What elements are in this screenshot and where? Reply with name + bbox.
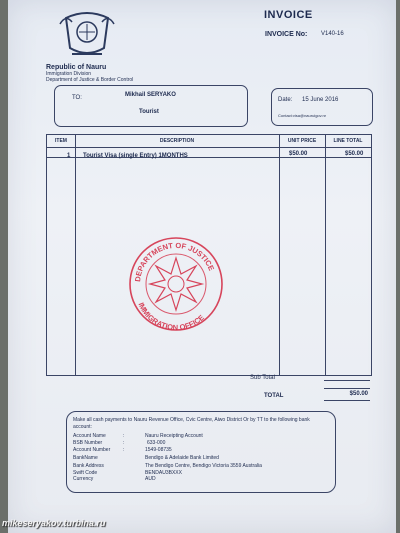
organization-block	[46, 64, 133, 83]
row-description: Tourist Visa (single Entry) 1MONTHS	[83, 153, 188, 159]
recipient-name: Mikhail SERYAKO	[125, 92, 176, 98]
immigration-stamp	[126, 232, 226, 336]
payment-label: Bank Address	[73, 463, 104, 469]
payment-value: Bendigo & Adelaide Bank Limited	[145, 455, 219, 461]
column-header-item: ITEM	[47, 135, 75, 148]
watermark: mikeseryakov.turbina.ru	[2, 518, 106, 528]
column-divider	[75, 135, 76, 375]
invoice-paper	[8, 0, 396, 533]
payment-label: Swift Code	[73, 470, 98, 476]
svg-text:DEPARTMENT OF JUSTICE: DEPARTMENT OF JUSTICE	[133, 240, 217, 283]
svg-text:IMMIGRATION OFFICE: IMMIGRATION OFFICE	[136, 301, 206, 333]
payment-value: 633-000	[147, 440, 166, 446]
invoice-title: INVOICE	[264, 9, 313, 21]
column-header-description: DESCRIPTION	[75, 135, 279, 148]
date-label: Date:	[278, 97, 293, 103]
payment-colon: :	[123, 433, 125, 439]
payment-value: BENDAU3BXXX	[145, 470, 182, 476]
organization-name: Republic of Nauru	[46, 64, 107, 71]
totals-divider	[324, 380, 370, 381]
recipient-role: Tourist	[139, 109, 159, 115]
payment-label: Account Number	[73, 447, 111, 453]
contact-email: Contact:visa@nauruigov.nr	[278, 113, 327, 118]
totals-divider	[324, 400, 370, 401]
payment-label: Currency	[73, 476, 94, 482]
payment-label: BSB Number	[73, 440, 103, 446]
payment-intro: Make all cash payments to Nauru Revenue Office, Cvic Centre, Aiwo District Or by TT to the following bank account:	[73, 417, 310, 430]
organization-division: Immigration Division	[46, 71, 92, 77]
total-value: $50.00	[349, 391, 368, 397]
payment-value: 1549-08735	[145, 447, 172, 453]
row-line-total: $50.00	[345, 151, 364, 157]
nauru-coat-of-arms-icon	[58, 10, 116, 60]
payment-value: Nauru Receipting Account	[145, 433, 203, 439]
organization-department: Department of Justice & Border Control	[46, 77, 134, 83]
column-header-unit-price: UNIT PRICE	[279, 135, 325, 148]
payment-value: The Bendigo Centre, Bendigo Victoria 3559 Australia	[145, 463, 262, 469]
payment-label: BankName	[73, 455, 98, 461]
invoice-number-label: INVOICE No:	[265, 31, 308, 38]
payment-colon: :	[123, 440, 125, 446]
column-divider	[279, 135, 280, 375]
recipient-box	[54, 85, 248, 127]
row-unit-price: $50.00	[289, 151, 308, 157]
date-value: 15 June 2016	[302, 97, 339, 103]
subtotal-label: Sub Total	[250, 375, 275, 381]
date-box	[271, 88, 373, 126]
column-header-line-total: LINE TOTAL	[325, 135, 371, 148]
totals-column	[324, 374, 370, 402]
recipient-label: TO:	[72, 95, 82, 101]
payment-label: Account Name	[73, 433, 106, 439]
invoice-number-value: V140-16	[321, 31, 344, 37]
total-label: TOTAL	[264, 393, 284, 399]
payment-value: AUD	[145, 476, 156, 482]
column-divider	[325, 135, 326, 375]
payment-colon: :	[123, 447, 125, 453]
row-item-number: 1	[67, 153, 71, 159]
totals-divider	[324, 388, 370, 389]
payment-instructions-box	[66, 411, 336, 493]
